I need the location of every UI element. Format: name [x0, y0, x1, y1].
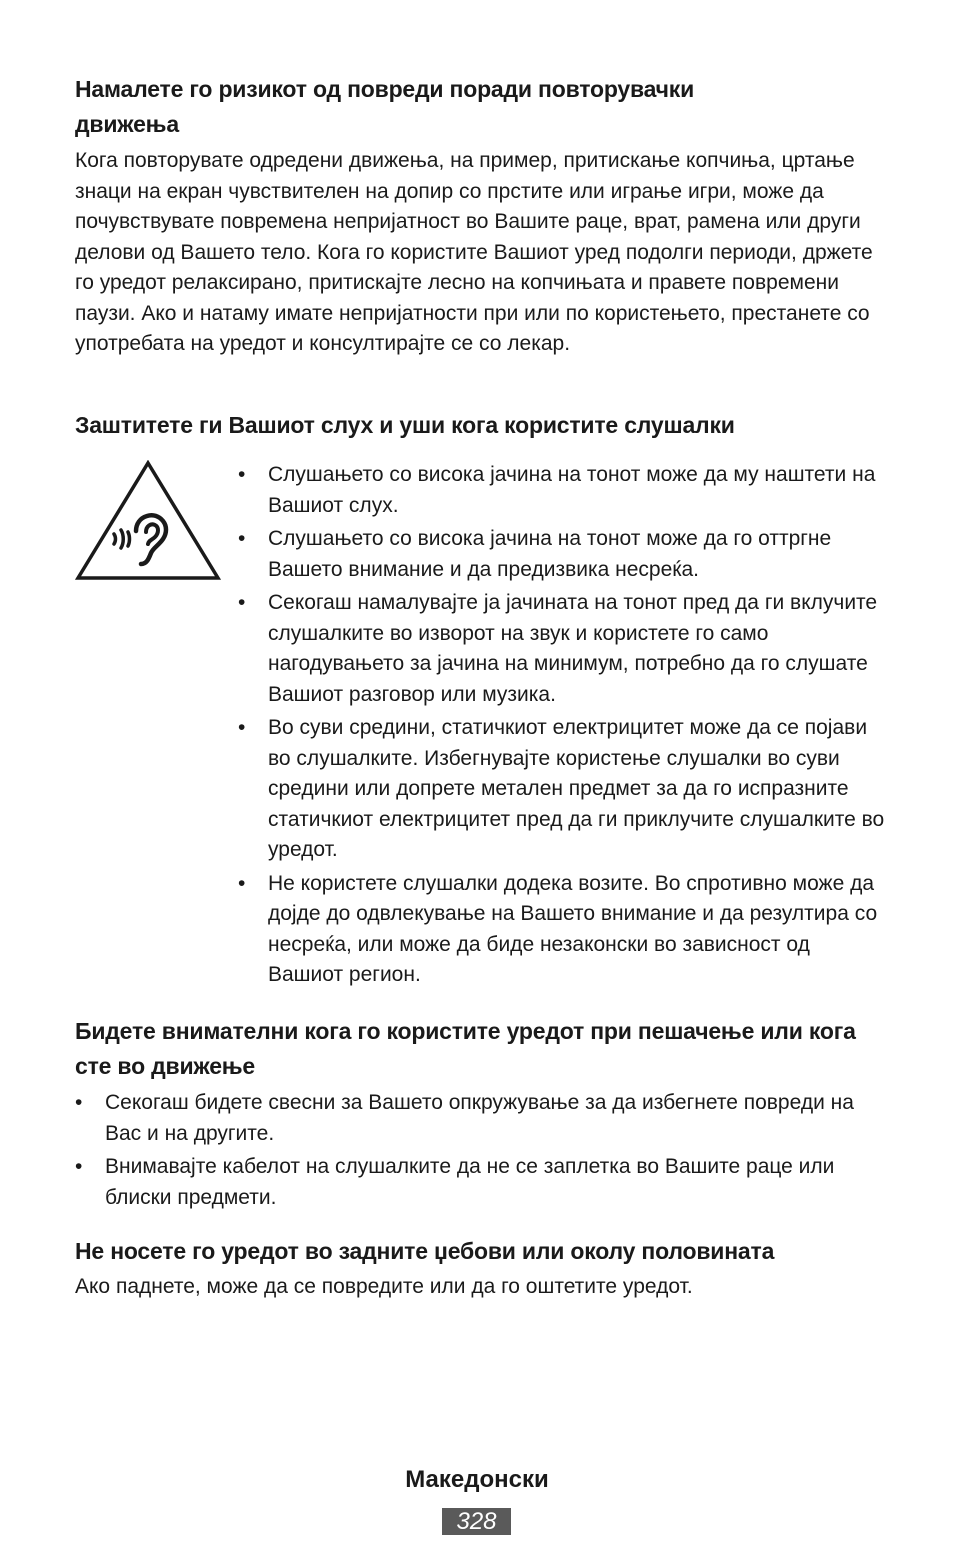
bullet-dot: •	[75, 1091, 83, 1114]
list-item	[238, 588, 885, 710]
section-walking-caution	[75, 1014, 885, 1213]
list-item-text: Слушањето со висока јачина на тонот може да му наштети на Вашиот слух.	[268, 463, 876, 517]
hearing-warning-icon	[75, 460, 221, 582]
list-item	[75, 1088, 885, 1149]
section-heading: Заштитете ги Вашиот слух и уши кога користите слушалки	[75, 412, 735, 438]
list-item-text: Внимавајте кабелот на слушалките да не се заплетка во Вашите раце или блиски предмети.	[105, 1155, 835, 1209]
section-heading: Намалете го ризикот од повреди поради повторувачки движења	[75, 76, 695, 137]
list-item-text: Во суви средини, статичкиот електрицитет може да се појави во слушалките. Избегнувајте користење слушалки во суви средини или допрете метален предмет за да го испразните статичкиот електрицитет пред да ги приклучите слушалките во уредот.	[268, 716, 885, 861]
page-number: 328	[442, 1508, 511, 1535]
list-item-text: Не користете слушалки додека возите. Во спротивно може да дојде до одвлекување на Вашето внимание и да резултира со несреќа, или може да биде незаконски во зависност од Вашиот регион.	[268, 871, 878, 986]
bullet-dot: •	[238, 463, 246, 486]
bullet-dot: •	[75, 1155, 83, 1178]
list-item-text: Секогаш намалувајте ја јачината на тонот пред да ги вклучите слушалките во изворот на звук и користете го само нагодувањето за јачина на минимум, потребно да го слушате Вашиот разговор или музика.	[268, 591, 878, 706]
footer-language: Македонски	[405, 1466, 549, 1493]
section-heading: Не носете го уредот во задните џебови или околу половината	[75, 1238, 775, 1264]
bullet-dot: •	[238, 871, 246, 895]
section-back-pocket	[75, 1234, 885, 1303]
bullet-dot: •	[238, 591, 246, 614]
list-item	[238, 460, 885, 521]
list-item-text: Слушањето со висока јачина на тонот може да го оттргне Вашето внимание и да предизвика несреќа.	[268, 527, 832, 581]
walking-bullet-list	[75, 1088, 885, 1213]
list-item	[238, 869, 885, 991]
section-hearing-protection	[75, 408, 885, 991]
bullet-dot: •	[238, 527, 246, 550]
list-item	[238, 524, 885, 585]
list-item	[75, 1152, 885, 1213]
bullet-dot: •	[238, 716, 246, 739]
section-heading: Бидете внимателни кога го користите уредот при пешачење или кога сте во движење	[75, 1018, 856, 1079]
hearing-bullet-list	[238, 460, 885, 991]
section-body: Ако паднете, може да се повредите или да го оштетите уредот.	[75, 1275, 693, 1298]
section-body: Кога повторувате одредени движења, на пример, притискање копчиња, цртање знаци на екран чувствителен на допир со прстите или играње игри, може да почувствувате повремена непријатност во Вашите раце, врат, рамена или други делови од Вашето тело. Кога го користите Вашиот уред подолги периоди, држете го уредот релаксирано, притискајте лесно на копчињата и правете повремени паузи. Ако и натаму имате непријатности при или по користењето, престанете со употребата на уредот и консултирајте се со лекар.	[75, 149, 873, 355]
list-item	[238, 713, 885, 866]
list-item-text: Секогаш бидете свесни за Вашето опкружување за да избегнете повреди на Вас и на другите.	[105, 1091, 854, 1145]
section-repetitive-motion	[75, 72, 885, 360]
warning-block	[75, 460, 885, 991]
